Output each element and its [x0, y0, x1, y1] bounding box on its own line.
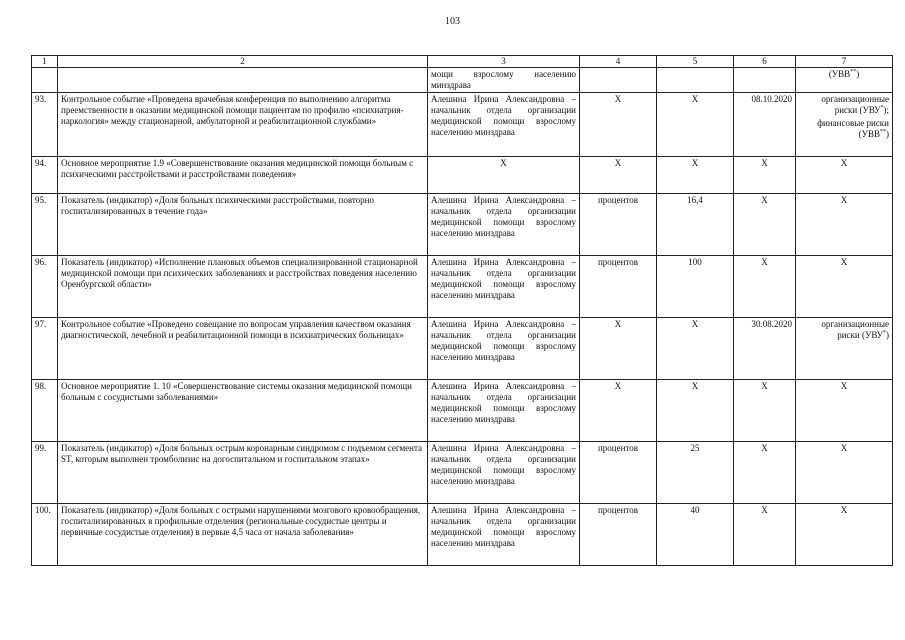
- table-row: [32, 157, 893, 194]
- row-date: Х: [734, 194, 796, 256]
- row-name: Показатель (индикатор) «Доля больных психическими расстройствами, повторно госпитализированных в течение года»: [58, 194, 428, 256]
- row-unit: процентов: [580, 442, 657, 504]
- row-value: Х: [657, 380, 734, 442]
- row-date: 30.08.2020: [734, 318, 796, 380]
- row-date: 08.10.2020: [734, 93, 796, 157]
- column-number: 7: [796, 56, 893, 68]
- row-number: 97.: [32, 318, 58, 380]
- row-risk: Х: [796, 256, 893, 318]
- row-name: Основное мероприятие 1. 10 «Совершенствование системы оказания медицинской помощи больным с сосудистыми заболеваниями»: [58, 380, 428, 442]
- row-date: Х: [734, 380, 796, 442]
- row-number: 96.: [32, 256, 58, 318]
- row-unit: процентов: [580, 194, 657, 256]
- column-number: 4: [580, 56, 657, 68]
- row-number: 93.: [32, 93, 58, 157]
- table-row: [32, 318, 893, 380]
- row-value: Х: [657, 93, 734, 157]
- column-number: 5: [657, 56, 734, 68]
- page-number: 103: [445, 16, 460, 27]
- row-number: 98.: [32, 380, 58, 442]
- row-name: Контрольное событие «Проведено совещание по вопросам управления качеством оказания диагностической, лечебной и реабилитационной помощи в психиатрических больницах»: [58, 318, 428, 380]
- row-value: Х: [657, 318, 734, 380]
- table-row: [32, 256, 893, 318]
- row-number: [32, 68, 58, 93]
- table-row: [32, 442, 893, 504]
- row-name: Контрольное событие «Проведена врачебная конференция по выполнению алгоритма преемственности в оказании медицинской помощи пациентам по профилю «психиатрия-наркология» между стационарной, амбулаторной и реабилитационной службами»: [58, 93, 428, 157]
- row-name: Показатель (индикатор) «Исполнение плановых объемов специализированной стационарной медицинской помощи при психических заболеваниях и расстройствах поведения населению Оренбургской области»: [58, 256, 428, 318]
- row-number: 99.: [32, 442, 58, 504]
- table-row: [32, 380, 893, 442]
- row-number: 95.: [32, 194, 58, 256]
- row-date: Х: [734, 157, 796, 194]
- column-number-row: [32, 56, 893, 68]
- row-risk: Х: [796, 380, 893, 442]
- row-unit: Х: [580, 93, 657, 157]
- row-responsible: Алешина Ирина Александровна – начальник отдела организации медицинской помощи взрослому населению минздрава: [428, 318, 580, 380]
- column-number: 2: [58, 56, 428, 68]
- row-number: 100.: [32, 504, 58, 566]
- table-row: [32, 68, 893, 93]
- table-row: [32, 504, 893, 566]
- row-unit: [580, 68, 657, 93]
- row-risk: (УВВ**): [796, 68, 893, 93]
- row-responsible: Алешина Ирина Александровна – начальник отдела организации медицинской помощи взрослому населению минздрава: [428, 504, 580, 566]
- row-unit: Х: [580, 157, 657, 194]
- row-number: 94.: [32, 157, 58, 194]
- column-number: 1: [32, 56, 58, 68]
- row-name: Показатель (индикатор) «Доля больных с острыми нарушениями мозгового кровообращения, госпитализированных в профильные отделения (региональные сосудистые центры и первичные сосудистые отделения) в первые 4,5 часа от начала заболевания»: [58, 504, 428, 566]
- row-risk: Х: [796, 194, 893, 256]
- row-responsible: Алешина Ирина Александровна – начальник отдела организации медицинской помощи взрослому населению минздрава: [428, 380, 580, 442]
- row-value: Х: [657, 157, 734, 194]
- row-date: Х: [734, 442, 796, 504]
- row-unit: Х: [580, 380, 657, 442]
- row-risk: Х: [796, 504, 893, 566]
- plan-table: [31, 55, 893, 566]
- column-number: 3: [428, 56, 580, 68]
- row-responsible: Алешина Ирина Александровна – начальник отдела организации медицинской помощи взрослому населению минздрава: [428, 442, 580, 504]
- row-risk: организационные риски (УВУ*): [796, 318, 893, 380]
- row-value: [657, 68, 734, 93]
- row-value: 100: [657, 256, 734, 318]
- row-unit: процентов: [580, 256, 657, 318]
- row-name: Основное мероприятие 1.9 «Совершенствование оказания медицинской помощи больным с психическими расстройствами и расстройствами поведения»: [58, 157, 428, 194]
- row-date: Х: [734, 504, 796, 566]
- row-value: 25: [657, 442, 734, 504]
- row-name: Показатель (индикатор) «Доля больных острым коронарным синдромом с подъемом сегмента ST, которым выполнен тромболизис на догоспитальном и госпитальном этапах»: [58, 442, 428, 504]
- row-risk: Х: [796, 442, 893, 504]
- table-row: [32, 93, 893, 157]
- row-risk: организационные риски (УВУ*); финансовые риски (УВВ**): [796, 93, 893, 157]
- row-unit: Х: [580, 318, 657, 380]
- column-number: 6: [734, 56, 796, 68]
- row-risk: Х: [796, 157, 893, 194]
- row-unit: процентов: [580, 504, 657, 566]
- row-name: [58, 68, 428, 93]
- row-responsible: Алешина Ирина Александровна – начальник отдела организации медицинской помощи взрослому населению минздрава: [428, 93, 580, 157]
- row-date: [734, 68, 796, 93]
- row-date: Х: [734, 256, 796, 318]
- row-value: 40: [657, 504, 734, 566]
- row-responsible: Алешина Ирина Александровна – начальник отдела организации медицинской помощи взрослому населению минздрава: [428, 194, 580, 256]
- row-responsible: Х: [428, 157, 580, 194]
- row-responsible: мощи взрослому населению минздрава: [428, 68, 580, 93]
- row-responsible: Алешина Ирина Александровна – начальник отдела организации медицинской помощи взрослому населению минздрава: [428, 256, 580, 318]
- table-row: [32, 194, 893, 256]
- row-value: 16,4: [657, 194, 734, 256]
